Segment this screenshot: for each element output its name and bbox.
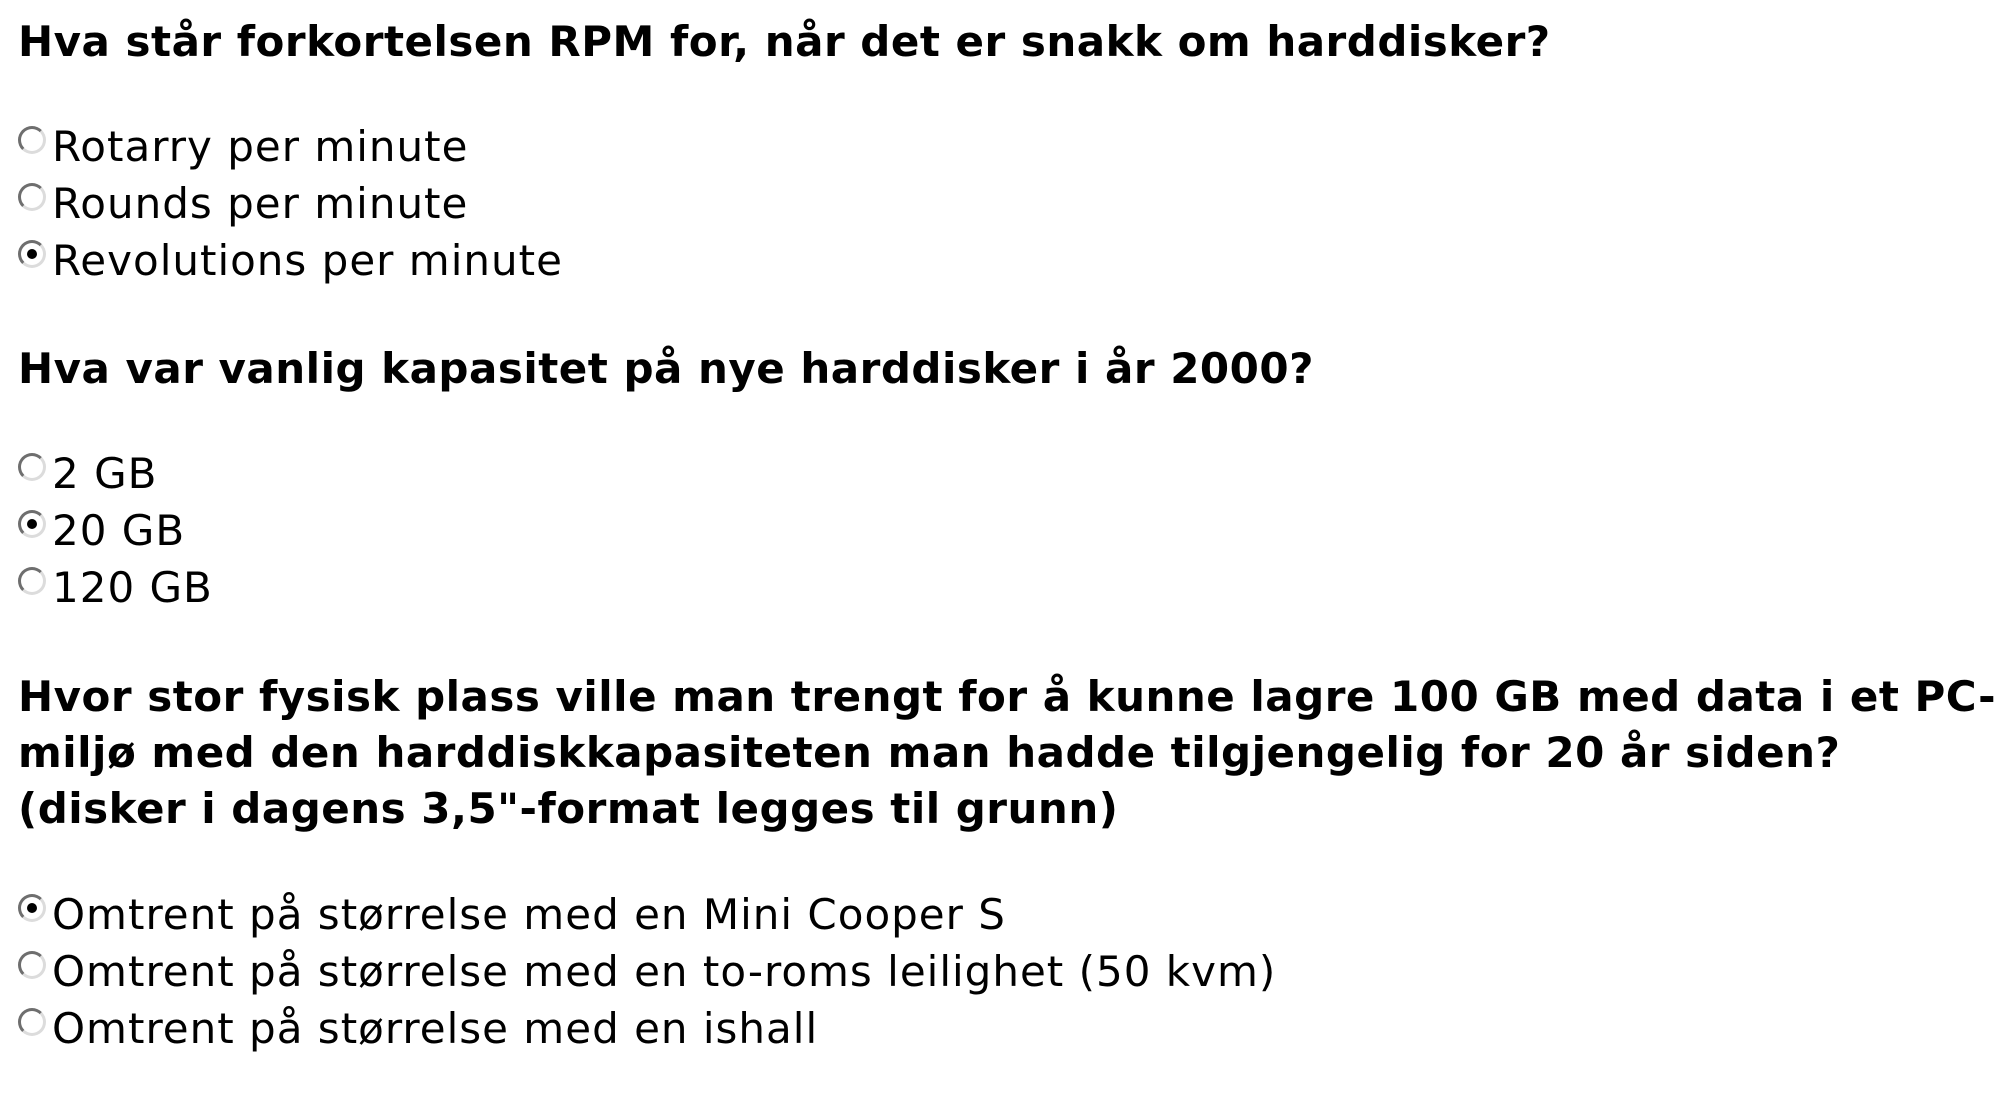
- question-2-text: Hva var vanlig kapasitet på nye harddisker i år 2000?: [18, 344, 1314, 393]
- question-1-option-2[interactable]: [18, 172, 1998, 229]
- question-2-option-3[interactable]: [18, 556, 1998, 613]
- question-3-text: Hvor stor fysisk plass ville man trengt for å kunne lagre 100 GB med data i et PC-miljø med den harddiskkapasiteten man hadde tilgjengelig for 20 år siden? (disker i dagens 3,5"-format legges til grunn): [18, 672, 1997, 833]
- radio-checked-icon[interactable]: [18, 510, 46, 538]
- option-label: Rounds per minute: [52, 179, 469, 228]
- option-label: 2 GB: [52, 449, 158, 498]
- option-label: Omtrent på størrelse med en ishall: [52, 1004, 819, 1053]
- question-2-option-2[interactable]: [18, 499, 1998, 556]
- radio-unchecked-icon[interactable]: [18, 183, 46, 211]
- option-label: Omtrent på størrelse med en Mini Cooper S: [52, 890, 1006, 939]
- option-label: Omtrent på størrelse med en to-roms leilighet (50 kvm): [52, 947, 1277, 996]
- question-1-text: Hva står forkortelsen RPM for, når det er snakk om harddisker?: [18, 17, 1551, 66]
- question-3-option-2[interactable]: [18, 940, 1998, 997]
- radio-checked-icon[interactable]: [18, 240, 46, 268]
- radio-unchecked-icon[interactable]: [18, 453, 46, 481]
- radio-unchecked-icon[interactable]: [18, 567, 46, 595]
- radio-unchecked-icon[interactable]: [18, 1008, 46, 1036]
- question-3-option-1[interactable]: [18, 883, 1998, 940]
- question-3-options: [18, 883, 1998, 1054]
- radio-checked-icon[interactable]: [18, 894, 46, 922]
- option-label: 120 GB: [52, 563, 213, 612]
- question-1-options: [18, 115, 1998, 286]
- option-label: Revolutions per minute: [52, 236, 563, 285]
- radio-unchecked-icon[interactable]: [18, 126, 46, 154]
- option-label: 20 GB: [52, 506, 186, 555]
- question-3-option-3[interactable]: [18, 997, 1998, 1054]
- question-2-options: [18, 442, 1998, 613]
- option-label: Rotarry per minute: [52, 122, 469, 171]
- quiz-form: [18, 14, 1998, 1054]
- question-1-option-1[interactable]: [18, 115, 1998, 172]
- radio-unchecked-icon[interactable]: [18, 951, 46, 979]
- question-2-option-1[interactable]: [18, 442, 1998, 499]
- question-1-option-3[interactable]: [18, 229, 1998, 286]
